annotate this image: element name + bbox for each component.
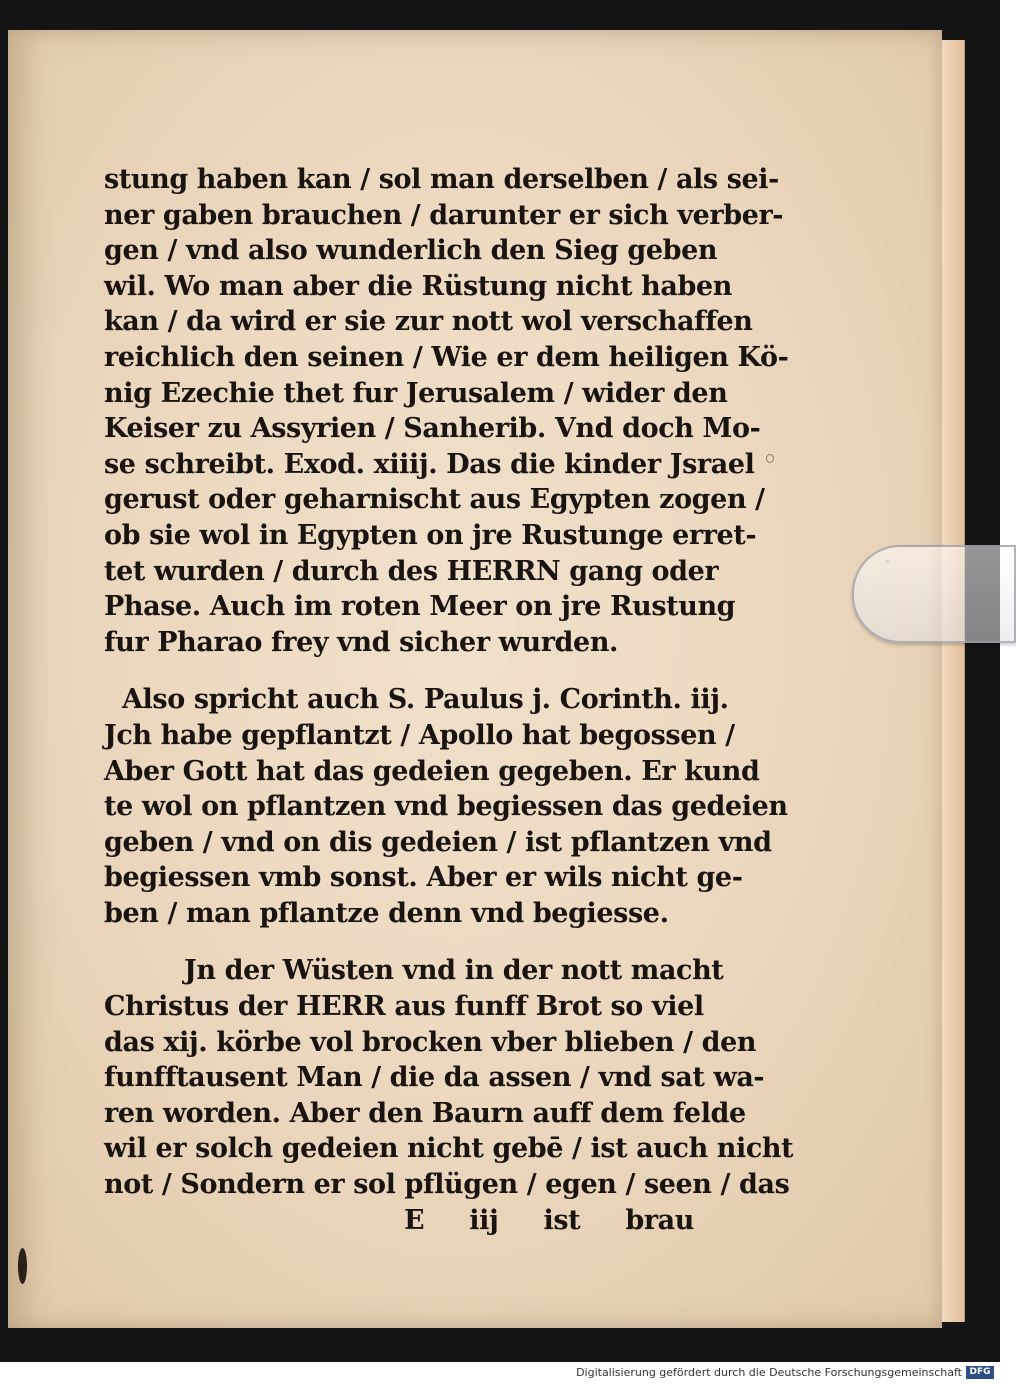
catchword: ist brau: [543, 1204, 694, 1236]
funding-notice: Digitalisierung gefördert durch die Deutsche Forschungsgemeinschaft: [576, 1366, 962, 1379]
text-line: gen / vnd also wunderlich den Sieg geben: [104, 235, 718, 267]
text-line: nig Ezechie thet fur Jerusalem / wider den: [104, 377, 728, 409]
text-line: fur Pharao frey vnd sicher wurden.: [104, 626, 619, 658]
text-line: kan / da wird er sie zur nott wol verschaffen: [104, 306, 753, 338]
text-line: Aber Gott hat das gedeien gegeben. Er kund: [104, 755, 760, 787]
text-line: wil. Wo man aber die Rüstung nicht haben: [104, 270, 732, 302]
text-line: ben / man pflantze denn vnd begiesse.: [104, 897, 669, 929]
dfg-logo: DFG: [966, 1366, 994, 1379]
text-line: wil er solch gedeien nicht gebē / ist auch nicht: [104, 1133, 794, 1165]
text-line: Jn der Wüsten vnd in der nott macht: [184, 955, 724, 987]
page-text: [104, 162, 794, 1238]
text-line: se schreibt. Exod. xiiij. Das die kinder Jsrael: [104, 448, 755, 480]
signature-mark: E iij: [404, 1204, 499, 1236]
text-line: begiessen vmb sonst. Aber er wils nicht ge-: [104, 862, 743, 894]
signature-line: [104, 1203, 694, 1239]
text-line: Keiser zu Assyrien / Sanherib. Vnd doch Mo-: [104, 413, 761, 445]
text-line: Also spricht auch S. Paulus j. Corinth. iij.: [122, 684, 729, 716]
text-line: Jch habe gepflantzt / Apollo hat begossen /: [104, 719, 735, 751]
text-line: funfftausent Man / die da assen / vnd sat wa-: [104, 1062, 765, 1094]
text-line: Phase. Auch im roten Meer on jre Rustung: [104, 591, 736, 623]
text-line: ob sie wol in Egypten on jre Rustunge erret-: [104, 519, 757, 551]
ink-stain: [18, 1248, 27, 1284]
text-line: ren worden. Aber den Baurn auff dem felde: [104, 1097, 746, 1129]
text-line: stung haben kan / sol man derselben / als sei-: [104, 164, 779, 195]
text-line: das xij. körbe vol brocken vber blieben / den: [104, 1026, 757, 1058]
text-line: reichlich den seinen / Wie er dem heiligen Kö-: [104, 341, 789, 373]
page-holder-clip: [852, 545, 1016, 643]
text-line: gerust oder geharnischt aus Egypten zogen /: [104, 484, 765, 516]
text-line: tet wurden / durch des HERRN gang oder: [104, 555, 719, 587]
text-line: ner gaben brauchen / darunter er sich verber-: [104, 199, 784, 231]
text-line: te wol on pflantzen vnd begiessen das gedeien: [104, 791, 788, 823]
footer-bar: [0, 1362, 1000, 1384]
text-line: geben / vnd on dis gedeien / ist pflantzen vnd: [104, 826, 772, 858]
paper-blemish: [766, 454, 774, 463]
text-line: Christus der HERR aus funff Brot so viel: [104, 991, 704, 1023]
text-line: not / Sondern er sol pflügen / egen / seen / das: [104, 1169, 790, 1201]
